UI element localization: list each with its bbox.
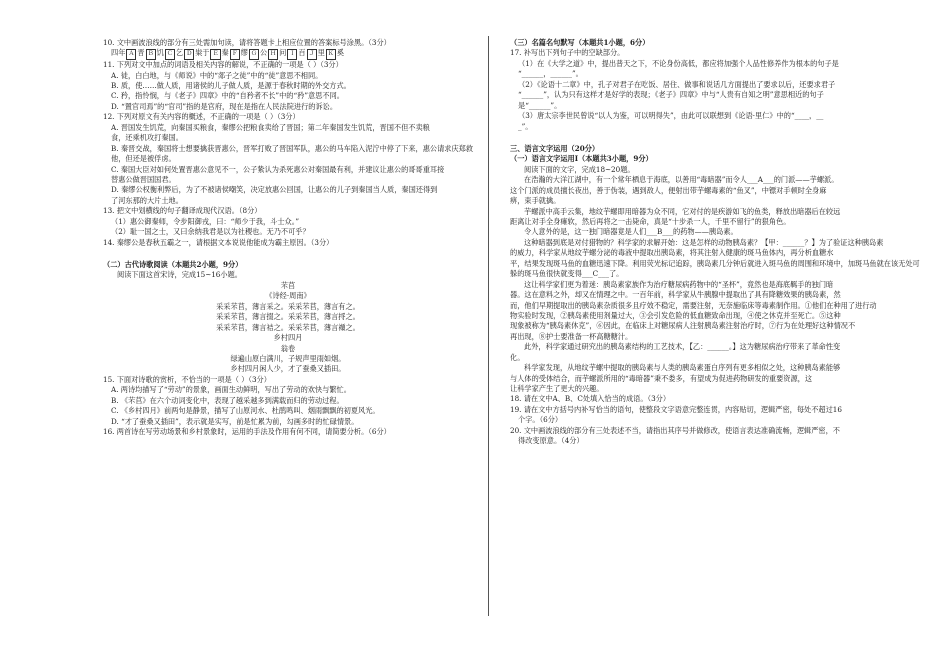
q12-option-a-line1: A. 晋国发生饥荒，向秦国买粮食，秦缪公把粮食卖给了晋国；第二年秦国发生饥荒，晋国不但不卖粮 — [111, 122, 430, 132]
section-language-heading: 三、语言文字运用（20分） — [510, 143, 600, 153]
section-poetry-heading: （二）古代诗歌阅读（本题共2小题，9分） — [103, 260, 243, 269]
sequence-character: 乞 — [175, 48, 184, 58]
passage-paragraph-5-cont: 现象被称为“胰岛素休克”，⑥因此，在临床上对糖尿病人注射胰岛素注射治疗时，⑦行为在处理好这种情况不 — [510, 321, 856, 331]
passage-paragraph-7-cont: 让科学家产生了更大的兴趣。 — [510, 384, 604, 393]
sequence-character: 饥 — [156, 48, 164, 58]
passage-paragraph-1-cont: 痹，束手就擒。 — [510, 196, 561, 206]
q15-option-c: C. 《乡村四月》前两句是静景，描写了山原河水、杜鹃鸣叫、烟雨飘飘的初夏风光。 — [111, 406, 380, 416]
question-19: 19. 请在文中方括号内补写恰当的语句，使整段文字语意完整连贯，内容贴切，逻辑严密，每处不超过16 — [510, 404, 842, 414]
passage-paragraph-4-cont: 平，结果发现斑马鱼的血糖迅速下降。利用荧光标记追踪，胰岛素几分钟后就进入斑马鱼的周围和环境中，加斑马鱼就在该无处可 — [510, 258, 920, 268]
passage-paragraph-2: 芋螺派中高手云集，地纹芋螺即用暗器为众不同，它对付的是疾游如飞的鱼类，释放出暗器后在较远 — [524, 206, 841, 216]
left-column — [103, 38, 473, 437]
sequence-character: 晋 — [137, 48, 145, 58]
passage-paragraph-1-cont: 这个门派的成员擅长夜出，善于伪装，遇到敌人，便射出带芋螺毒素的“鱼叉”，中镖对手顿时全身麻 — [510, 185, 827, 195]
poem1-line: 采采芣苢，薄言采之。采采芣苢，薄言有之。 — [216, 301, 360, 311]
passage-paragraph-5: 这让科学家们更为着迷：胰岛素家族作为治疗糖尿病药物中的“圣杯”，竟然也是海底羁手的独门暗 — [524, 279, 834, 289]
question-15: 15. 下面对诗歌的赏析，不恰当的一项是（ ）（3分） — [103, 374, 271, 384]
sequence-character: 年 — [118, 48, 126, 58]
punctuation-marker-box: Ｊ — [307, 49, 317, 60]
q12-option-b-line1: B. 秦晋交战，秦国将士想要擒获晋惠公，晋军打败了晋国军队，惠公的马车陷入泥泞中停了下来，惠公请求庆郑救 — [111, 143, 474, 153]
q17-item-2-line1: （2）《论语十二章》中，孔子对君子在吃饭、居住、做事和说话几方面提出了要求以后，还要求君子 — [518, 79, 836, 89]
q12-option-c-line1: C. 秦国大臣对如何处置晋惠公意见不一，公子絷认为杀死惠公对秦国最有利，并建议让惠公的哥哥重耳接 — [111, 164, 445, 174]
poem1-line: 采采芣苢，薄言袺之。采采芣苢，薄言襭之。 — [216, 322, 360, 332]
sequence-character: 奚 — [336, 48, 345, 58]
question-19-cont: 个字。（6分） — [518, 415, 563, 425]
passage-paragraph-3: 令人意外的是，这一独门暗器竟是人们___B___的药物——胰岛素。 — [524, 227, 738, 237]
q17-item-2-line3: 是“______”。 — [518, 100, 562, 110]
column-divider — [488, 36, 489, 616]
sequence-character: 百 — [298, 48, 306, 58]
sequence-character: 四 — [111, 48, 119, 58]
question-17: 17. 补写出下列句子中的空缺部分。 — [510, 48, 625, 58]
q17-item-3-line2: _”。 — [518, 121, 533, 131]
q12-option-c-line2: 替惠公做晋国国君。 — [111, 174, 176, 184]
sequence-character: 缪 — [240, 48, 248, 58]
punctuation-marker-box: Ｋ — [326, 49, 336, 60]
punctuation-marker-box: Ｆ — [230, 49, 240, 60]
question-20: 20. 文中画波浪线的部分有三处表述不当，请指出其序号并做修改，使语言表达准确流畅，逻辑严密，不 — [510, 425, 840, 435]
q15-option-d: D. “才了蚕桑又插田”，表示就是实写，前是忙累为前，勾画多时的忙碌情景。 — [111, 416, 359, 426]
passage-paragraph-5-cont: 而，他们早期提取出的胰岛素杂质很多且疗效不稳定，需要注射，无奈施临床等毒素制作用。①他们在种用了进行动 — [510, 300, 877, 310]
poem1-title: 芣苢 — [280, 280, 296, 290]
question-18: 18. 请在文中A、B、C处填入恰当的成语。（3分） — [510, 394, 671, 404]
poem1-source: 《诗经·周南》 — [265, 291, 311, 301]
punctuation-marker-box: Ｅ — [210, 49, 220, 60]
q11-option-a: A. 徒，白白地，与《师说》中的“郯子之徒”中的“徒”意思不相同。 — [111, 70, 323, 80]
punctuation-marker-box: Ｇ — [249, 49, 259, 60]
poem2-title: 乡村四月 — [273, 333, 303, 343]
punctuation-marker-box: Ｃ — [165, 49, 175, 60]
right-column — [510, 38, 920, 447]
punctuation-marker-box: Ｂ — [146, 49, 156, 60]
passage-paragraph-7: 科学家发现，从地纹芋螺中提取的胰岛素与人类的胰岛素蛋白序列有更多相似之处，这种胰岛素能够 — [524, 363, 841, 373]
question-20-cont: 得改变原意。（4分） — [518, 436, 584, 446]
poem2-line: 乡村四月闲人少，才了蚕桑又插田。 — [230, 364, 346, 374]
passage-paragraph-2-cont: 距离让对手全身瘫软，然后再将之一击毙命，真是“十步杀一人，千里不留行”的狠角色。 — [510, 217, 791, 226]
q12-option-d-line1: D. 秦缪公权衡利弊后，为了不被诸侯嘲笑，决定放惠公回国，让惠公的儿子到秦国当人质，秦国还得到 — [111, 185, 438, 195]
question-10: 10. 文中画波浪线的部分有三处需加句读，请将答题卡上相应位置的答案标号涂黑。（3分） — [103, 38, 391, 47]
punctuation-marker-box: Ａ — [126, 49, 136, 60]
punctuation-marker-box: Ｈ — [268, 49, 278, 60]
question-11: 11. 下列对文中加点的词语及相关内容的解说，不正确的一项是（ ）（3分） — [103, 60, 343, 70]
q11-option-c: C. 矜，指怜悯，与《老子》四章》中的“自矜者不长”中的“矜”意思不同。 — [111, 91, 344, 101]
q17-item-1-line2: “______，______”。 — [518, 69, 583, 79]
sequence-character: 公 — [259, 48, 268, 58]
q13-sentence-2: （2）耻一国之士，又曰余纳我君是以为社稷也。无乃不可乎？ — [111, 227, 310, 237]
passage-paragraph-4-cont: 躲的斑马鱼很快就变得___C___了。 — [510, 269, 624, 279]
punctuation-marker-box: Ｉ — [287, 49, 297, 60]
q11-option-b: B. 质，使……做人质，用诸侯的儿子做人质，是源于春秋时期的外交方式。 — [111, 81, 351, 90]
sequence-character: 问 — [279, 48, 287, 58]
q12-option-d-line2: 了河东那的大片土地。 — [111, 195, 183, 205]
passage-paragraph-6-cont: 化。 — [510, 352, 525, 362]
question-16: 16. 两首诗在写劳动场景和乡村景象时，运用的手法及作用有何不同，请简要分析。（6分） — [103, 427, 391, 436]
poem2-line: 绿遍山原白满川，子规声里雨如烟。 — [230, 353, 346, 363]
q17-item-3-line1: （3）唐太宗李世民曾说“以人为鉴，可以明得失”，由此可以联想到《论语·里仁》中的“____，__ — [518, 111, 824, 121]
passage-paragraph-7-cont: 与人体的受体结合，而芋螺派所用的“毒暗器”秉不娄多，有望成为促进药物研发的重要资源，这 — [510, 373, 813, 383]
q15-option-a: A. 两诗均描写了“劳动”的景象，画面生动鲜明，写出了劳动的欢快与繁忙。 — [111, 385, 351, 395]
sequence-character: 秦 — [221, 48, 229, 58]
punctuation-marker-box: Ｄ — [184, 49, 194, 60]
poem1-line: 采采芣苢，薄言掇之。采采芣苢，薄言捋之。 — [216, 312, 360, 322]
sequence-character: 粜 — [195, 48, 203, 58]
q17-item-1-line1: （1）在《大学之道》中，提出普天之下，不论身份高低，都应将加强个人品性修养作为根本的句子是 — [518, 58, 839, 68]
question-12: 12. 下列对原文有关内容的概述，不正确的一项是（ ）（3分） — [103, 112, 300, 122]
passage-paragraph-5-cont: 再出现，⑧护士要准备一杯高糖糖汁。 — [510, 331, 633, 341]
poem2-author: 翁卷 — [280, 343, 296, 353]
q12-option-a-line2: 食，还乘机攻打秦国。 — [111, 133, 183, 143]
passage-paragraph-4-cont: 的威力，科学家从地纹芋螺分泌的毒液中提取出胰岛素，将其注射入健康的斑马鱼体内，再分析血糖水 — [510, 248, 834, 258]
subsection-language-1-heading: （一）语言文字运用Ⅰ（本题共3小题，9分） — [510, 154, 653, 164]
punctuation-sequence — [103, 48, 473, 60]
passage-paragraph-5-cont: 器。这在意料之外，却又在情理之中。一百年前，科学家从牛胰腺中提取出了具有降糖效果的胰岛素，然 — [510, 290, 841, 300]
question-13: 13. 把文中划横线的句子翻译成现代汉语。（8分） — [103, 206, 262, 216]
passage-paragraph-5-cont: 物实验时发现，②胰岛素使用剂量过大，③会引发危险的低血糖致命出现，④使之休克并至死亡。⑤这种 — [510, 310, 841, 320]
passage-paragraph-4: 这种暗器到底是对付猎物的？科学家的求解开始：这是怎样的动物胰岛素？【甲：______？】为了验证这种胰岛素 — [524, 237, 884, 247]
q11-option-d: D. “置官司焉”的“官司”指的是官府，现在是指在人民法院进行的诉讼。 — [111, 101, 338, 111]
poetry-intro: 阅读下面这首宋诗，完成15~16小题。 — [117, 270, 242, 280]
sequence-character: 里 — [317, 48, 325, 58]
question-14: 14. 秦缪公是春秋五霸之一，请根据文本说说他能成为霸主原因。（3分） — [103, 237, 334, 247]
q13-sentence-1: （1）惠公御秦师，令步阳御戎，曰：“师少于我，斗士众。” — [111, 216, 300, 226]
language-intro: 阅读下面的文字，完成18~20题。 — [524, 164, 635, 174]
q17-item-2-line2: “______”，认为只有这样才是好学的表现；《老子》四章》中与“人贵有自知之明”意思相近的句子 — [518, 90, 824, 100]
passage-paragraph-1: 在浩瀚的大洋江湖中，有一个常年栖息于海底，以善用“毒暗器”而令人___A___的门派——芋螺派。 — [524, 175, 839, 185]
q12-option-b-line2: 他，但还是被俘虏。 — [111, 154, 176, 164]
sequence-character: 于 — [202, 48, 210, 58]
q15-option-b: B. 《芣苢》在六个动词变化中，表现了越采越多到满载而归的劳动过程。 — [111, 395, 344, 405]
section-recitation-heading: （三）名篇名句默写（本题共1小题，6分） — [510, 38, 650, 47]
passage-paragraph-6: 此外，科学家通过研究出的胰岛素结构的工艺技术，【乙：______。】这为糖尿病治疗带来了革命性变 — [524, 342, 841, 352]
